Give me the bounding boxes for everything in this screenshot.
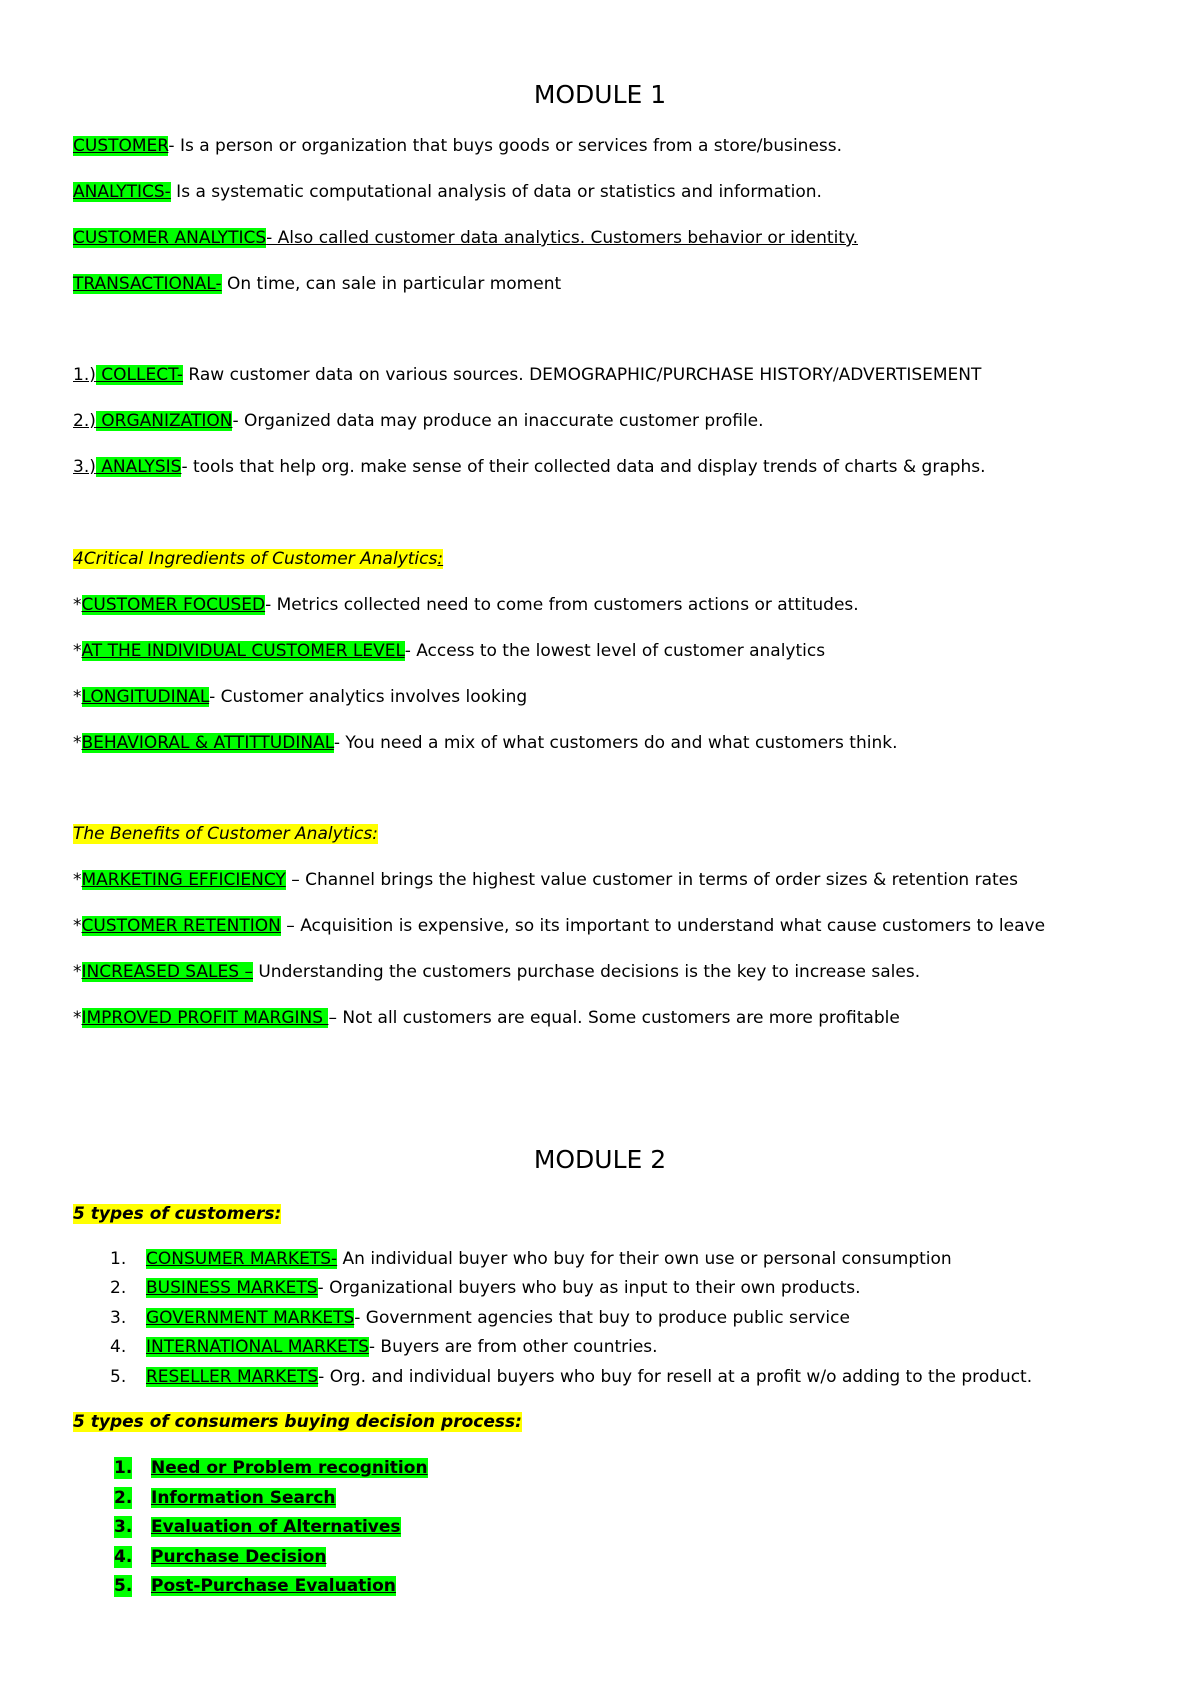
term: IMPROVED PROFIT MARGINS	[81, 1008, 329, 1028]
customer-type-number: 1.	[110, 1249, 127, 1269]
process-step-purchase	[151, 1546, 326, 1568]
customer-type-number: 3.	[110, 1308, 127, 1328]
term: INCREASED SALES –	[81, 962, 253, 982]
benefits-heading	[73, 823, 378, 845]
term: CUSTOMER	[73, 136, 169, 156]
process-step-number: 2.	[114, 1488, 133, 1508]
customer-type-government	[146, 1307, 850, 1329]
term: CUSTOMER FOCUSED	[81, 595, 266, 615]
prefix: 3.)	[73, 457, 96, 477]
heading-text: The Benefits of Customer Analytics:	[73, 824, 378, 844]
term: INTERNATIONAL MARKETS	[146, 1337, 369, 1357]
desc: – Not all customers are equal. Some customers are more profitable	[328, 1008, 900, 1028]
module-2-title: MODULE 2	[533, 1145, 667, 1174]
desc: Raw customer data on various sources. DEMOGRAPHIC/PURCHASE HISTORY/ADVERTISEMENT	[183, 365, 982, 385]
term: LONGITUDINAL	[81, 687, 210, 707]
term: ANALYTICS-	[73, 182, 171, 202]
desc: - Government agencies that buy to produce public service	[354, 1308, 850, 1328]
customer-type-number: 5.	[110, 1367, 127, 1387]
customer-type-reseller	[146, 1366, 1032, 1388]
benefit-customer-retention	[73, 915, 1045, 937]
desc: - You need a mix of what customers do and what customers think.	[333, 733, 898, 753]
desc: - Also called customer data analytics. Customers behavior or identity.	[266, 228, 858, 248]
prefix: 1.)	[73, 365, 96, 385]
customer-types-heading	[73, 1203, 281, 1225]
term: AT THE INDIVIDUAL CUSTOMER LEVEL	[81, 641, 405, 661]
definition-analytics	[73, 181, 822, 203]
prefix: *	[73, 916, 82, 936]
process-step-number: 3.	[114, 1517, 133, 1537]
desc: - Metrics collected need to come from customers actions or attitudes.	[265, 595, 859, 615]
customer-type-business	[146, 1277, 861, 1299]
desc: - Is a person or organization that buys goods or services from a store/business.	[168, 136, 843, 156]
label: Evaluation of Alternatives	[151, 1517, 401, 1537]
label: Information Search	[151, 1488, 336, 1508]
benefit-marketing-efficiency	[73, 869, 1018, 891]
process-step-evaluation	[151, 1516, 401, 1538]
desc: - Customer analytics involves looking	[209, 687, 528, 707]
process-step-information	[151, 1487, 336, 1509]
desc: Understanding the customers purchase decisions is the key to increase sales.	[252, 962, 921, 982]
prefix: *	[73, 733, 82, 753]
desc: - Org. and individual buyers who buy for resell at a profit w/o adding to the product.	[318, 1367, 1033, 1387]
ingredient-longitudinal	[73, 686, 527, 708]
step-analysis	[73, 456, 986, 478]
desc: - tools that help org. make sense of their collected data and display trends of charts & graphs.	[181, 457, 986, 477]
desc: - Organized data may produce an inaccurate customer profile.	[232, 411, 764, 431]
label: Purchase Decision	[151, 1547, 327, 1567]
heading-colon: :	[437, 549, 444, 569]
process-step-number: 4.	[114, 1547, 133, 1567]
term: ORGANIZATION	[95, 411, 233, 431]
process-step-post-purchase	[151, 1575, 396, 1597]
term: CUSTOMER ANALYTICS	[73, 228, 267, 248]
desc: On time, can sale in particular moment	[221, 274, 562, 294]
customer-type-number: 2.	[110, 1278, 127, 1298]
desc: - Access to the lowest level of customer analytics	[404, 641, 826, 661]
term: MARKETING EFFICIENCY	[81, 870, 286, 890]
process-step-need	[151, 1457, 428, 1479]
term: BUSINESS MARKETS	[146, 1278, 318, 1298]
term: COLLECT-	[95, 365, 184, 385]
heading-text: 5 types of customers:	[73, 1204, 282, 1224]
desc: – Acquisition is expensive, so its important to understand what cause customers to leave	[280, 916, 1046, 936]
term: TRANSACTIONAL-	[73, 274, 222, 294]
prefix: *	[73, 870, 82, 890]
term: GOVERNMENT MARKETS	[146, 1308, 355, 1328]
step-organization	[73, 410, 764, 432]
term: BEHAVIORAL & ATTITTUDINAL	[81, 733, 334, 753]
desc: An individual buyer who buy for their own use or personal consumption	[337, 1249, 952, 1269]
ingredient-behavioral	[73, 732, 898, 754]
prefix: *	[73, 1008, 82, 1028]
process-step-number: 5.	[114, 1576, 133, 1596]
process-heading	[73, 1411, 522, 1433]
label: Need or Problem recognition	[151, 1458, 428, 1478]
ingredient-customer-focused	[73, 594, 859, 616]
ingredients-heading	[73, 548, 443, 570]
customer-type-consumer	[146, 1248, 952, 1270]
definition-customer	[73, 135, 842, 157]
step-collect	[73, 364, 981, 386]
heading-text: 4Critical Ingredients of Customer Analytics	[73, 549, 438, 569]
customer-type-number: 4.	[110, 1337, 127, 1357]
term: ANALYSIS	[95, 457, 182, 477]
prefix: *	[73, 687, 82, 707]
term: RESELLER MARKETS	[146, 1367, 319, 1387]
benefit-increased-sales	[73, 961, 920, 983]
term: CONSUMER MARKETS-	[146, 1249, 338, 1269]
desc: - Buyers are from other countries.	[368, 1337, 658, 1357]
label: Post-Purchase Evaluation	[151, 1576, 396, 1596]
customer-type-international	[146, 1336, 658, 1358]
process-step-number: 1.	[114, 1458, 133, 1478]
desc: - Organizational buyers who buy as input to their own products.	[317, 1278, 861, 1298]
definition-transactional	[73, 273, 561, 295]
term: CUSTOMER RETENTION	[81, 916, 281, 936]
heading-text: 5 types of consumers buying decision process:	[73, 1412, 522, 1432]
desc: – Channel brings the highest value customer in terms of order sizes & retention rates	[285, 870, 1018, 890]
module-1-title: MODULE 1	[533, 80, 667, 109]
prefix: *	[73, 595, 82, 615]
prefix: *	[73, 962, 82, 982]
definition-customer-analytics	[73, 227, 858, 249]
benefit-improved-profit	[73, 1007, 900, 1029]
ingredient-individual-level	[73, 640, 825, 662]
prefix: *	[73, 641, 82, 661]
desc: Is a systematic computational analysis of data or statistics and information.	[170, 182, 822, 202]
prefix: 2.)	[73, 411, 96, 431]
